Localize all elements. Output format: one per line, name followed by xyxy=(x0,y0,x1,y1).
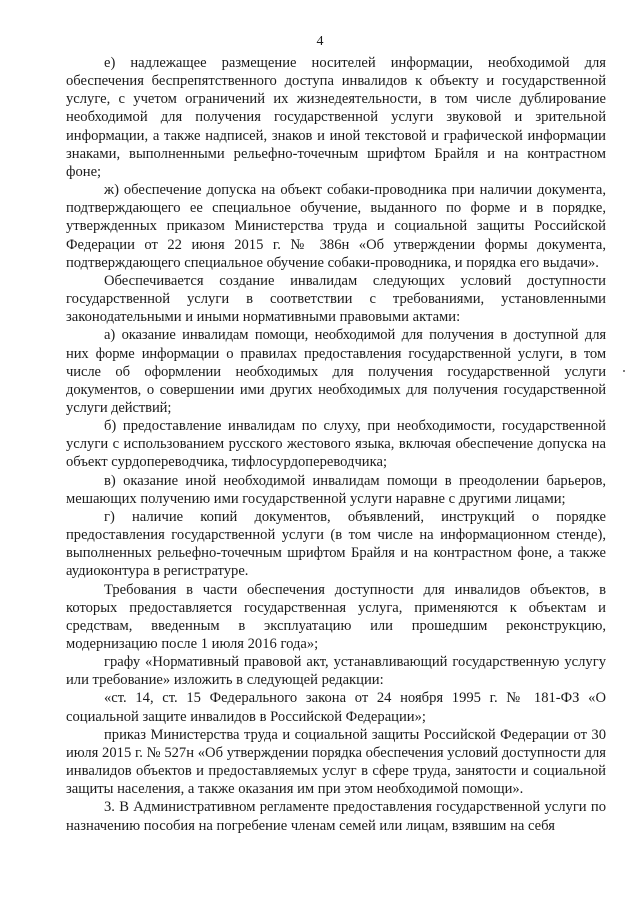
paragraph-normative-act-column: графу «Нормативный правовой акт, устанавливающий государственную услугу или требование» изложить в следующей редакции: xyxy=(66,654,606,689)
paragraph-g-braille-copies: г) наличие копий документов, объявлений, инструкций о порядке предоставления государственной услуги (в том числе на информационном стенде), выполненных рельефно-точечным шрифтом Брайля и на контрастном фоне, а также аудиоконтура в регистратуре. xyxy=(66,508,606,580)
paragraph-a-assistance: а) оказание инвалидам помощи, необходимой для получения в доступной для них форме информации о правилах предоставления государственной услуги, в том числе об оформлении необходимых для получения государственной услуги документов, о совершении ими других необходимых для получения государственной услуги действий; xyxy=(66,327,606,416)
scan-speck xyxy=(623,370,625,372)
paragraph-zh-guide-dog-access: ж) обеспечение допуска на объект собаки-проводника при наличии документа, подтверждающего ее специальное обучение, выданного по форме и в порядке, утвержденных приказом Министерства труда и социальной защиты Российской Федерации от 22 июня 2015 г. № 386н «Об утверждении формы документа, подтверждающего специальное обучение собаки-проводника, и порядка его выдачи». xyxy=(66,182,606,271)
document-body xyxy=(66,54,606,835)
paragraph-b-sign-language: б) предоставление инвалидам по слуху, при необходимости, государственной услуги с использованием русского жестового языка, включая обеспечение допуска на объект сурдопереводчика, тифлосурдопереводчика; xyxy=(66,418,606,471)
paragraph-order-527n: приказ Министерства труда и социальной защиты Российской Федерации от 30 июля 2015 г. № 527н «Об утверждении порядка обеспечения условий доступности для инвалидов объектов и предоставляемых услуг в сфере труда, занятости и социальной защиты населения, а также оказания им при этом необходимой помощи». xyxy=(66,726,606,798)
paragraph-federal-law-181fz: «ст. 14, ст. 15 Федерального закона от 24 ноября 1995 г. № 181-ФЗ «О социальной защите инвалидов в Российской Федерации»; xyxy=(66,690,606,725)
page-number: 4 xyxy=(316,34,324,49)
paragraph-accessibility-conditions-intro: Обеспечивается создание инвалидам следующих условий доступности государственной услуги в соответствии с требованиями, установленными законодательными и иными нормативными правовыми актами: xyxy=(66,272,606,326)
paragraph-section-3-burial-allowance: 3. В Административном регламенте предоставления государственной услуги по назначению пособия на погребение членам семей или лицам, взявшим на себя xyxy=(66,799,606,834)
paragraph-v-other-assistance: в) оказание иной необходимой инвалидам помощи в преодолении барьеров, мешающих получению ими государственной услуги наравне с другими лицами; xyxy=(66,472,606,507)
paragraph-requirements-after-2016: Требования в части обеспечения доступности для инвалидов объектов, в которых предоставляется государственная услуга, применяются к объектам и средствам, введенным в эксплуатацию или прошедшим реконструкцию, модернизацию после 1 июля 2016 года»; xyxy=(66,581,606,652)
paragraph-e-information-placement: е) надлежащее размещение носителей информации, необходимой для обеспечения беспрепятственного доступа инвалидов к объекту и государственной услуге, с учетом ограничений их жизнедеятельности, в том числе дублирование необходимой для получения государственной услуги звуковой и зрительной информации, а также надписей, знаков и иной текстовой и графической информации знаками, выполненными рельефно-точечным шрифтом Брайля и на контрастном фоне; xyxy=(66,55,606,180)
